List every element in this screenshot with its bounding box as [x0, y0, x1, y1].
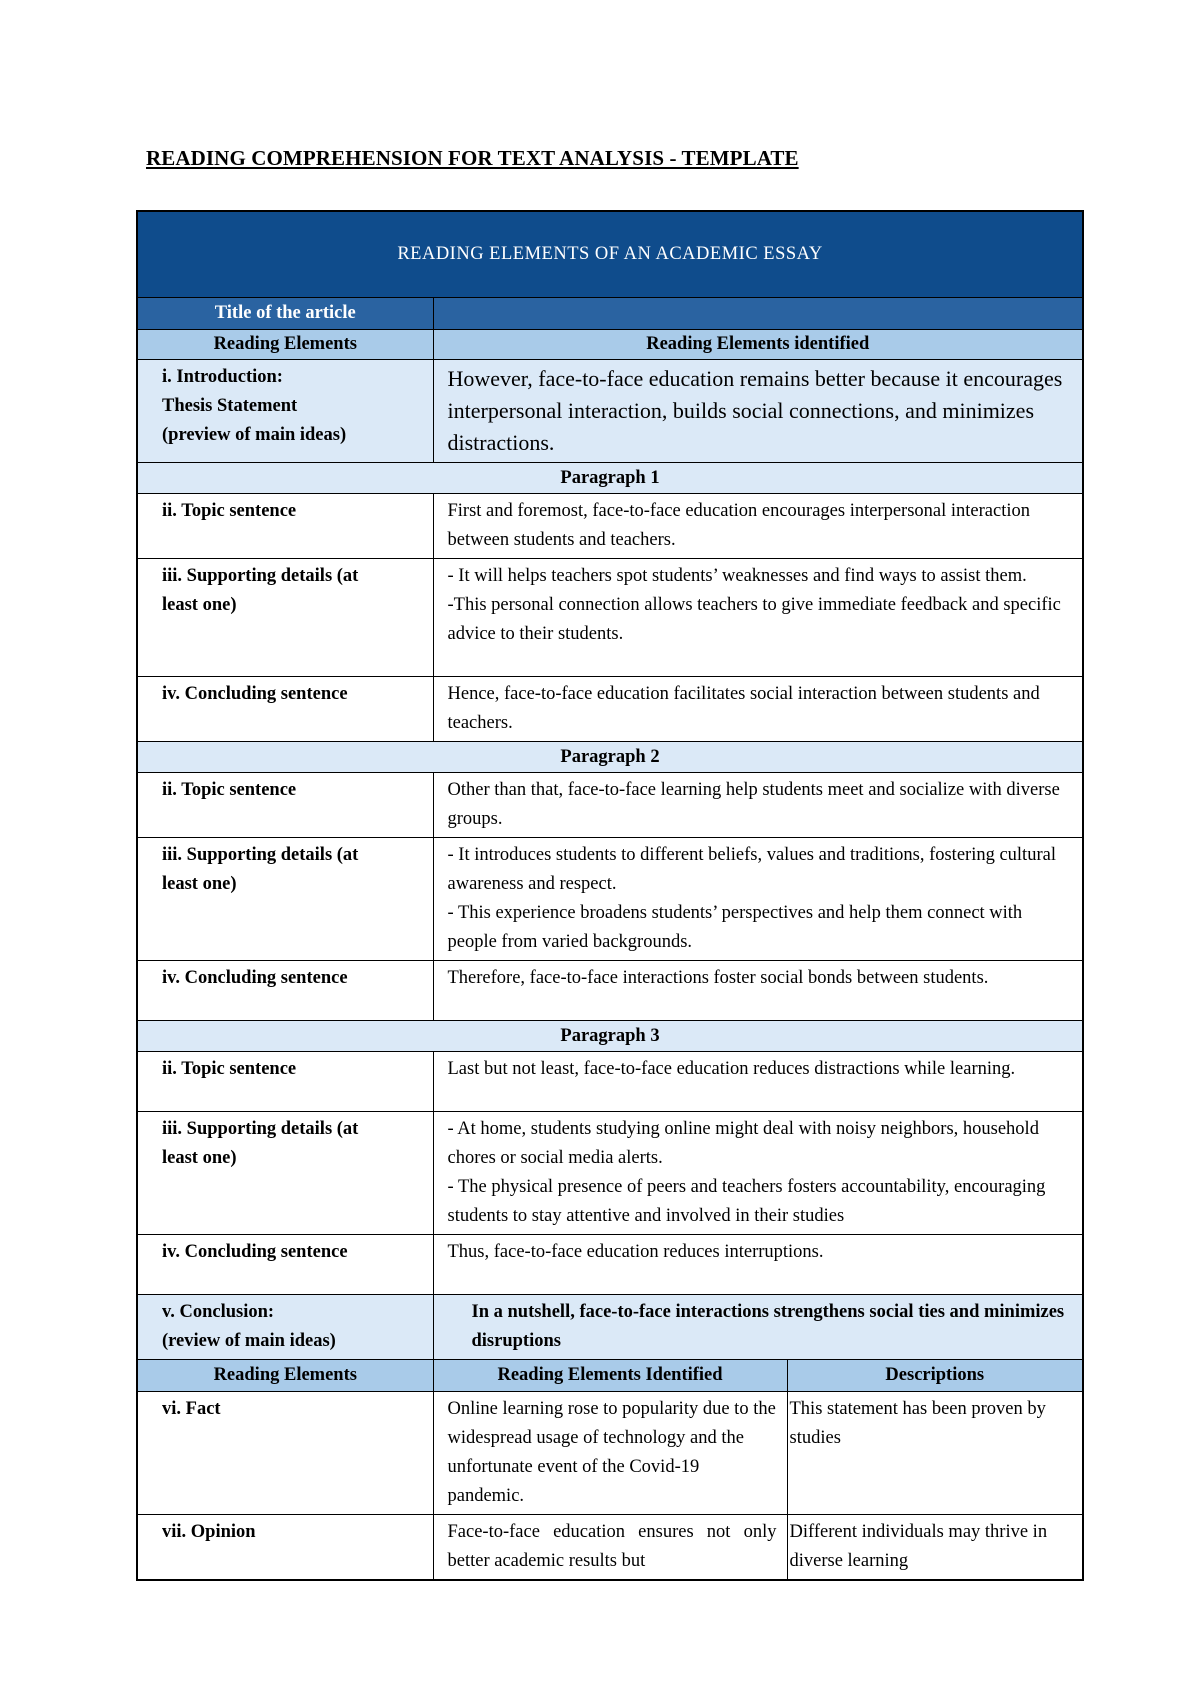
- p1-support-1: - It will helps teachers spot students’ weaknesses and find ways to assist them.: [447, 566, 1027, 586]
- introduction-label-line1: i. Introduction:: [162, 367, 283, 387]
- introduction-label-line2: Thesis Statement: [162, 396, 298, 416]
- p3-support-1: - At home, students studying online might deal with noisy neighbors, household chores or social media alerts.: [447, 1119, 1039, 1168]
- p2-support-label-line1: iii. Supporting details (at: [162, 845, 359, 865]
- p1-concluding-value: Hence, face-to-face education facilitates social interaction between students and teachers.: [433, 677, 1083, 742]
- conclusion-label-line1: v. Conclusion:: [162, 1302, 275, 1322]
- p1-topic-value: First and foremost, face-to-face education encourages interpersonal interaction between students and teachers.: [433, 494, 1083, 559]
- fact-identified: Online learning rose to popularity due to the widespread usage of technology and the unfortunate event of the Covid-19 pandemic.: [433, 1392, 787, 1515]
- p2-support-2: - This experience broadens students’ perspectives and help them connect with people from varied backgrounds.: [447, 903, 1023, 952]
- opinion-label: vii. Opinion: [137, 1515, 433, 1581]
- p1-support-value: [433, 559, 1083, 677]
- header-reading-elements: Reading Elements: [137, 330, 433, 360]
- opinion-description: Different individuals may thrive in diverse learning: [787, 1515, 1083, 1581]
- p1-support-label-line1: iii. Supporting details (at: [162, 566, 359, 586]
- p1-support-2: -This personal connection allows teachers to give immediate feedback and specific advice to their students.: [447, 595, 1061, 644]
- paragraph-1-heading: Paragraph 1: [137, 463, 1083, 494]
- p3-support-value: [433, 1112, 1083, 1235]
- p3-support-2: - The physical presence of peers and teachers fosters accountability, encouraging students to stay attentive and involved in their studies: [447, 1177, 1046, 1226]
- lower-header-elements: Reading Elements: [137, 1360, 433, 1392]
- p2-concluding-value: Therefore, face-to-face interactions foster social bonds between students.: [433, 961, 1083, 1021]
- p3-support-label-line2: least one): [162, 1148, 237, 1168]
- lower-header-identified: Reading Elements Identified: [433, 1360, 787, 1392]
- lower-header-descriptions: Descriptions: [787, 1360, 1083, 1392]
- p2-topic-label: ii. Topic sentence: [137, 773, 433, 838]
- title-value-cell: [433, 298, 1083, 330]
- p1-topic-label: ii. Topic sentence: [137, 494, 433, 559]
- fact-description: This statement has been proven by studies: [787, 1392, 1083, 1515]
- p1-support-label: [137, 559, 433, 677]
- p2-concluding-label: iv. Concluding sentence: [137, 961, 433, 1021]
- p3-support-label-line1: iii. Supporting details (at: [162, 1119, 359, 1139]
- p3-topic-value: Last but not least, face-to-face education reduces distractions while learning.: [433, 1052, 1083, 1112]
- p2-topic-value: Other than that, face-to-face learning help students meet and socialize with diverse groups.: [433, 773, 1083, 838]
- paragraph-2-heading: Paragraph 2: [137, 742, 1083, 773]
- p2-support-label-line2: least one): [162, 874, 237, 894]
- p2-support-1: - It introduces students to different beliefs, values and traditions, fostering cultural awareness and respect.: [447, 845, 1056, 894]
- p1-concluding-label: iv. Concluding sentence: [137, 677, 433, 742]
- introduction-label-line3: (preview of main ideas): [162, 425, 347, 445]
- thesis-statement-value: However, face-to-face education remains better because it encourages interpersonal interaction, builds social connections, and minimizes distractions.: [433, 360, 1083, 463]
- p1-support-label-line2: least one): [162, 595, 237, 615]
- p3-topic-label: ii. Topic sentence: [137, 1052, 433, 1112]
- conclusion-label: [137, 1295, 433, 1360]
- reading-elements-table: [136, 210, 1084, 1581]
- p3-concluding-value: Thus, face-to-face education reduces interruptions.: [433, 1235, 1083, 1295]
- title-label-cell: Title of the article: [137, 298, 433, 330]
- p2-support-value: [433, 838, 1083, 961]
- opinion-identified: Face-to-face education ensures not only better academic results but: [433, 1515, 787, 1581]
- introduction-label: [137, 360, 433, 463]
- header-elements-identified: Reading Elements identified: [433, 330, 1083, 360]
- paragraph-3-heading: Paragraph 3: [137, 1021, 1083, 1052]
- p3-concluding-label: iv. Concluding sentence: [137, 1235, 433, 1295]
- p2-support-label: [137, 838, 433, 961]
- table-banner: READING ELEMENTS OF AN ACADEMIC ESSAY: [137, 211, 1083, 298]
- fact-label: vi. Fact: [137, 1392, 433, 1515]
- conclusion-value: In a nutshell, face-to-face interactions strengthens social ties and minimizes disruptions: [433, 1295, 1083, 1360]
- p3-support-label: [137, 1112, 433, 1235]
- conclusion-label-line2: (review of main ideas): [162, 1331, 336, 1351]
- document-title: READING COMPREHENSION FOR TEXT ANALYSIS - TEMPLATE: [146, 146, 799, 170]
